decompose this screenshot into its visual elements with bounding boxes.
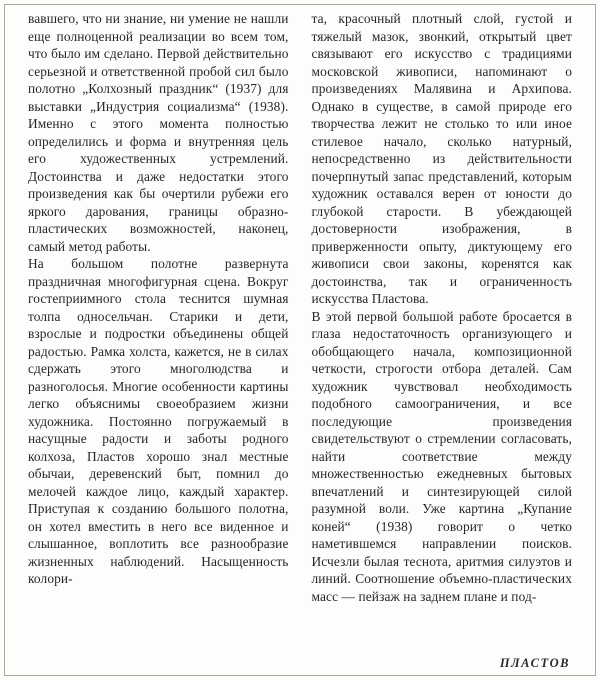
paragraph: На большом полотне развернута праздничная многофигурная сцена. Вокруг гостеприимного стола теснится шумная толпа односельчан. Старики и дети, взрослые и подростки объединены общей радостью. Рамка холста, кажется, не в силах сдержать этого многолюдства и разноголосья. Многие особенности картины легко объяснимы своеобразием жизни художника. Постоянно погружаемый в насущные радости и заботы родного колхоза, Пластов хорошо знал местные обычаи, деревенский быт, помнил до мелочей каждое лицо, каждый характер. Приступая к созданию большого полотна, он хотел вместить в него все виденное и слышанное, воплотить все разнообразие жизненных наблюдений. Насыщенность колори- xyxy=(28,256,289,586)
paragraph: та, красочный плотный слой, густой и тяжелый мазок, звонкий, открытый цвет связывают его искусство с традициями московской живописи, напоминают о произведениях Малявина и Архипова. Однако в существе, в самой природе его творчества лежит не столько то или иное стилевое начало, сколько натурный, непосредственно из действительности почерпнутый запас представлений, которым художник оставался верен от юности до глубокой старости. В убеждающей достоверности изображения, в приверженности опыту, диктующему его живописи свои законы, коренятся как достоинства, так и ограниченность искусства Пластова. xyxy=(311,11,572,306)
paragraph: вавшего, что ни знание, ни умение не нашли еще полноценной реализации во всем том, что было им сделано. Первой действительно серьезной и ответственной пробой сил было полотно „Колхозный праздник“ (1937) для выставки „Индустрия социализма“ (1938). Именно с этого момента полностью определились и форма и внутренняя цель его художественных устремлений. Достоинства и даже недостатки этого произведения как бы очертили рубежи его яркого дарования, границы образно-пластических возможностей, наконец, самый метод работы. xyxy=(28,11,289,254)
text-columns xyxy=(28,10,572,605)
running-footer: ПЛАСТОВ xyxy=(499,656,570,670)
paragraph: В этой первой большой работе бросается в глаза недостаточность организующего и обобщающего начала, композиционной четкости, строгости отбора деталей. Сам художник чувствовал необходимость подобного самоограничения, и все последующие произведения свидетельствуют о стремлении согласовать, найти соответствие между множественностью ежедневных бытовых впечатлений и синтезирующей силой разумной воли. Уже картина „Купание коней“ (1938) говорит о четко наметившемся направлении поисков. Исчезли былая теснота, аритмия силуэтов и линий. Соотношение объемно-пластических масс — пейзаж на заднем плане и под- xyxy=(311,308,572,604)
left-column xyxy=(28,10,289,605)
right-column xyxy=(312,10,573,605)
